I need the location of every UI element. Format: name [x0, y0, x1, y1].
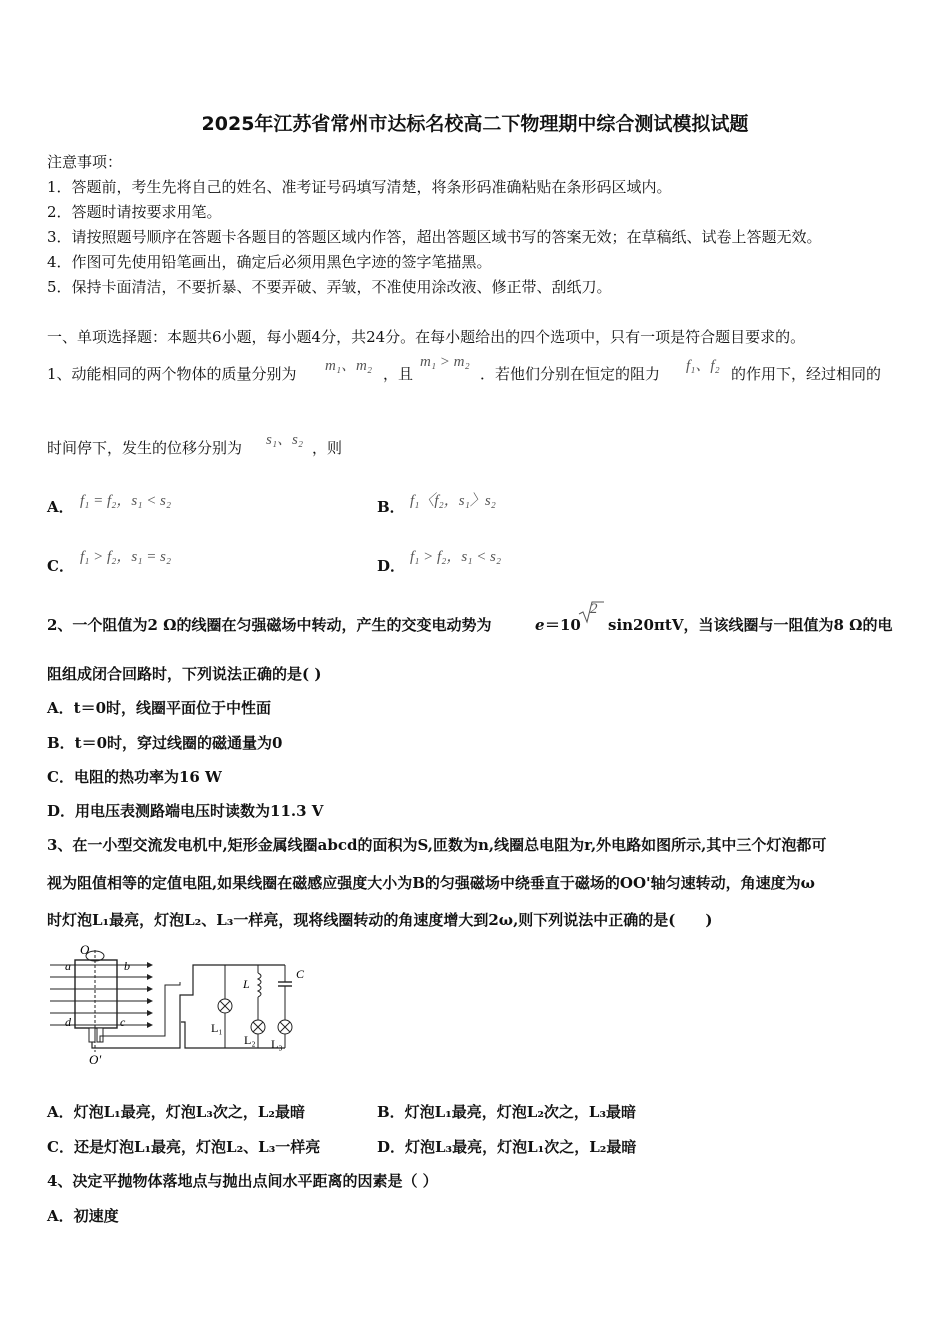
generator-circuit-figure	[45, 940, 315, 1070]
label-d: d	[65, 1015, 71, 1029]
q2-emf-var: e	[535, 616, 545, 634]
q1-line2-a: 时间停下，发生的位移分别为	[47, 439, 243, 457]
q1-option-c-label: C．	[47, 557, 74, 575]
notice-item: 3．请按照题号顺序在答题卡各题目的答题区域内作答，超出答题区域书写的答案无效；在草稿纸、试卷上答题无效。	[47, 228, 822, 246]
label-b: b	[124, 959, 130, 973]
q2-sqrt-arg: 2	[590, 601, 598, 617]
section-heading: 一、单项选择题：本题共6小题，每小题4分，共24分。在每小题给出的四个选项中，只有一项是符合题目要求的。	[47, 328, 806, 346]
label-inductor: L	[243, 977, 250, 991]
q2-line1-b: sin20πtV，当该线圈与一阻值为8 Ω的电	[608, 616, 893, 634]
q1-option-d-expr: f₁ > f₂，s₁ < s₂	[410, 549, 502, 565]
notice-item: 4．作图可先使用铅笔画出，确定后必须用黑色字迹的签字笔描黑。	[47, 253, 492, 271]
q3-option: B．灯泡L₁最亮，灯泡L₂次之，L₃最暗	[377, 1103, 637, 1121]
q3-line: 3、在一小型交流发电机中,矩形金属线圈abcd的面积为S,匝数为n,线圈总电阻为r,外电路如图所示,其中三个灯泡都可	[47, 836, 827, 854]
q1-option-a-label: A．	[47, 498, 74, 516]
q3-option: A．灯泡L₁最亮，灯泡L₃次之，L₂最暗	[47, 1103, 305, 1121]
q2-option: C．电阻的热功率为16 W	[47, 768, 222, 786]
q1-option-a-expr: f₁ = f₂，s₁ < s₂	[80, 493, 172, 509]
q1-option-d-label: D．	[377, 557, 406, 575]
q3-line: 视为阻值相等的定值电阻,如果线圈在磁感应强度大小为B的匀强磁场中绕垂直于磁场的OO'轴匀速转动，角速度为ω	[47, 874, 815, 892]
q1-mass-condition: m₁ > m₂	[420, 354, 470, 370]
q3-option: D．灯泡L₃最亮，灯泡L₁次之，L₂最暗	[377, 1138, 637, 1156]
label-c: c	[120, 1015, 126, 1029]
q2-option: D．用电压表测路端电压时读数为11.3 V	[47, 802, 324, 820]
q2-line1-a: 2、一个阻值为2 Ω的线圈在匀强磁场中转动，产生的交变电动势为	[47, 616, 492, 634]
label-capacitor: C	[296, 967, 305, 981]
q3-line: 时灯泡L₁最亮，灯泡L₂、L₃一样亮，现将线圈转动的角速度增大到2ω,则下列说法中正确的是( )	[47, 911, 713, 929]
label-l2: L₂	[244, 1033, 256, 1047]
label-l1: L₁	[211, 1021, 223, 1035]
q2-option: B．t＝0时，穿过线圈的磁通量为0	[47, 734, 283, 752]
notice-heading: 注意事项：	[47, 153, 123, 171]
label-l3: L₃	[271, 1037, 283, 1051]
q1-text-c: ．若他们分别在恒定的阻力	[480, 365, 661, 383]
q1-text-a: 1、动能相同的两个物体的质量分别为	[47, 365, 297, 383]
q3-option: C．还是灯泡L₁最亮，灯泡L₂、L₃一样亮	[47, 1138, 321, 1156]
q2-line2: 阻组成闭合回路时，下列说法正确的是( )	[47, 665, 322, 683]
page-title: 2025年江苏省常州市达标名校高二下物理期中综合测试模拟试题	[201, 113, 749, 135]
q4-text: 4、决定平抛物体落地点与抛出点间水平距离的因素是（ ）	[47, 1172, 438, 1190]
notice-item: 1．答题前，考生先将自己的姓名、准考证号码填写清楚，将条形码准确粘贴在条形码区域内。	[47, 178, 672, 196]
notice-item: 5．保持卡面清洁，不要折暴、不要弄破、弄皱，不准使用涂改液、修正带、刮纸刀。	[47, 278, 612, 296]
q1-force-vars: f₁、f₂	[686, 358, 720, 374]
q1-option-c-expr: f₁ > f₂，s₁ = s₂	[80, 549, 172, 565]
q4-option: A．初速度	[47, 1207, 119, 1225]
label-a: a	[65, 959, 71, 973]
label-o: O	[80, 942, 90, 957]
q1-option-b-label: B．	[377, 498, 405, 516]
q1-displacement-vars: s₁、s₂	[266, 432, 304, 448]
q1-text-b: ，且	[383, 365, 414, 383]
q1-line2-b: ，则	[312, 439, 343, 457]
q1-option-b-expr: f₁〈f₂，s₁〉s₂	[410, 493, 496, 509]
notice-item: 2．答题时请按要求用笔。	[47, 203, 222, 221]
q2-emf-eq: ＝10	[545, 616, 581, 634]
q2-option: A．t＝0时，线圈平面位于中性面	[47, 699, 272, 717]
label-o-prime: O'	[89, 1052, 102, 1067]
q1-text-d: 的作用下，经过相同的	[731, 365, 882, 383]
q1-mass-vars: m₁、m₂	[325, 358, 373, 374]
